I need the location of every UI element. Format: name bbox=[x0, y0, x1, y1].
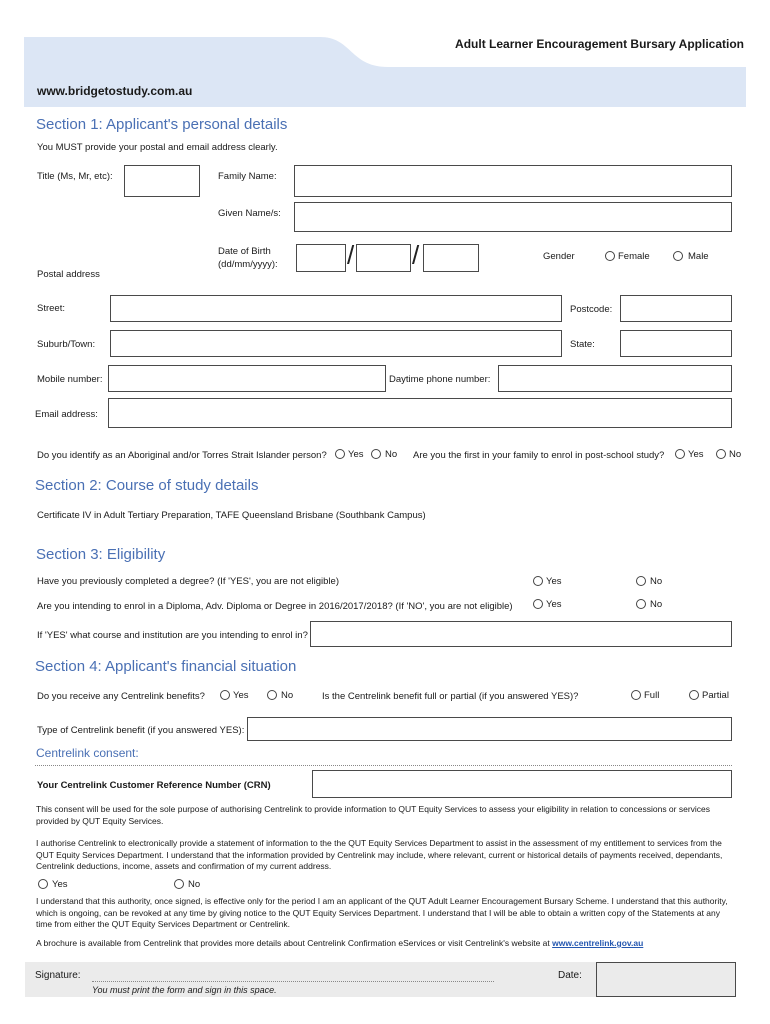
state-label: State: bbox=[570, 339, 595, 350]
full-partial-question: Is the Centrelink benefit full or partial (if you answered YES)? bbox=[322, 691, 579, 702]
consent-divider bbox=[35, 765, 732, 766]
intended-course-input[interactable] bbox=[310, 621, 732, 647]
dob-label-line2: (dd/mm/yyyy): bbox=[218, 259, 278, 270]
female-radio[interactable] bbox=[605, 251, 615, 261]
section3-heading: Section 3: Eligibility bbox=[36, 546, 166, 563]
street-label: Street: bbox=[37, 303, 65, 314]
degree-yes-label: Yes bbox=[546, 576, 562, 587]
partial-label: Partial bbox=[702, 690, 729, 701]
consent-yes-radio[interactable] bbox=[38, 879, 48, 889]
first-family-yes-radio[interactable] bbox=[675, 449, 685, 459]
first-family-yes-label: Yes bbox=[688, 449, 704, 460]
brochure-text: A brochure is available from Centrelink that provides more details about Centrelink Confirmation eServices or visit Centrelink's website at bbox=[36, 938, 550, 948]
diploma-yes-label: Yes bbox=[546, 599, 562, 610]
benefit-type-input[interactable] bbox=[247, 717, 732, 741]
first-family-no-radio[interactable] bbox=[716, 449, 726, 459]
title-label: Title (Ms, Mr, etc): bbox=[37, 171, 113, 182]
male-label: Male bbox=[688, 251, 709, 262]
mobile-label: Mobile number: bbox=[37, 374, 103, 385]
daytime-phone-label: Daytime phone number: bbox=[389, 374, 491, 385]
consent-no-label: No bbox=[188, 879, 201, 890]
family-name-input[interactable] bbox=[294, 165, 732, 197]
aboriginal-yes-label: Yes bbox=[348, 449, 364, 460]
crn-input[interactable] bbox=[312, 770, 732, 798]
crn-label: Your Centrelink Customer Reference Number (CRN) bbox=[37, 780, 271, 791]
postcode-label: Postcode: bbox=[570, 304, 613, 315]
course-details: Certificate IV in Adult Tertiary Preparation, TAFE Queensland Brisbane (Southbank Campus) bbox=[37, 510, 426, 521]
diploma-question: Are you intending to enrol in a Diploma, Adv. Diploma or Degree in 2016/2017/2018? (If 'NO', you are not eligible) bbox=[37, 601, 513, 612]
dob-year-input[interactable] bbox=[423, 244, 479, 272]
gender-label: Gender bbox=[543, 251, 575, 262]
section1-heading: Section 1: Applicant's personal details bbox=[36, 116, 288, 133]
signature-line[interactable] bbox=[92, 981, 494, 982]
diploma-yes-radio[interactable] bbox=[533, 599, 543, 609]
dob-separator-2: / bbox=[412, 240, 420, 270]
section4-heading: Section 4: Applicant's financial situation bbox=[35, 658, 297, 675]
centrelink-no-label: No bbox=[281, 690, 294, 701]
partial-radio[interactable] bbox=[689, 690, 699, 700]
given-names-input[interactable] bbox=[294, 202, 732, 232]
female-label: Female bbox=[618, 251, 650, 262]
aboriginal-question: Do you identify as an Aboriginal and/or Torres Strait Islander person? bbox=[37, 450, 327, 461]
state-input[interactable] bbox=[620, 330, 732, 357]
postal-address-label: Postal address bbox=[37, 269, 100, 280]
aboriginal-no-label: No bbox=[385, 449, 398, 460]
centrelink-benefits-question: Do you receive any Centrelink benefits? bbox=[37, 691, 205, 702]
centrelink-no-radio[interactable] bbox=[267, 690, 277, 700]
diploma-no-radio[interactable] bbox=[636, 599, 646, 609]
street-input[interactable] bbox=[110, 295, 562, 322]
mobile-input[interactable] bbox=[108, 365, 386, 392]
dob-label-line1: Date of Birth bbox=[218, 246, 271, 257]
degree-yes-radio[interactable] bbox=[533, 576, 543, 586]
first-family-question: Are you the first in your family to enrol in post-school study? bbox=[413, 450, 665, 461]
brochure-note bbox=[36, 938, 746, 950]
dob-separator-1: / bbox=[347, 240, 355, 270]
consent-paragraph-2: I authorise Centrelink to electronically provide a statement of information to the the QUT Equity Services Department to assist in the assessment of my entitlement to services from the QUT Equity Services Department. I understand that the information provided by Centrelink may include, where relevant, current or historical details of payments received, dependants, Centrelink deductions, income, assets and confirmation of my current address. bbox=[36, 838, 723, 871]
consent-paragraph-1: This consent will be used for the sole purpose of authorising Centrelink to provide information to QUT Equity Services to assess your eligibility in relation to concessions or services provided by QUT Equity Services. bbox=[36, 804, 711, 826]
title-input[interactable] bbox=[124, 165, 200, 197]
date-label: Date: bbox=[558, 970, 582, 981]
benefit-type-label: Type of Centrelink benefit (if you answered YES): bbox=[37, 725, 245, 736]
aboriginal-yes-radio[interactable] bbox=[335, 449, 345, 459]
degree-no-radio[interactable] bbox=[636, 576, 646, 586]
degree-no-label: No bbox=[650, 576, 663, 587]
email-input[interactable] bbox=[108, 398, 732, 428]
full-radio[interactable] bbox=[631, 690, 641, 700]
centrelink-yes-label: Yes bbox=[233, 690, 249, 701]
consent-paragraph-3: I understand that this authority, once signed, is effective only for the period I am an applicant of the QUT Adult Learner Encouragement Bursary Scheme. I understand that this authority, which is ongoing, can be revoked at any time by giving notice to the QUT Equity Services Department. I understand that I will be able to obtain a written copy of the Statements at any time from either the QUT Equity Services Department or Centrelink. bbox=[36, 896, 728, 929]
suburb-input[interactable] bbox=[110, 330, 562, 357]
full-label: Full bbox=[644, 690, 660, 701]
family-name-label: Family Name: bbox=[218, 171, 277, 182]
suburb-label: Suburb/Town: bbox=[37, 339, 96, 350]
email-label: Email address: bbox=[35, 409, 98, 420]
date-input[interactable] bbox=[596, 962, 736, 997]
degree-question: Have you previously completed a degree? (If 'YES', you are not eligible) bbox=[37, 576, 339, 587]
daytime-phone-input[interactable] bbox=[498, 365, 732, 392]
dob-day-input[interactable] bbox=[296, 244, 346, 272]
section2-heading: Section 2: Course of study details bbox=[35, 477, 259, 494]
diploma-no-label: No bbox=[650, 599, 663, 610]
given-names-label: Given Name/s: bbox=[218, 208, 281, 219]
website-url[interactable]: www.bridgetostudy.com.au bbox=[37, 84, 193, 98]
postcode-input[interactable] bbox=[620, 295, 732, 322]
centrelink-consent-heading: Centrelink consent: bbox=[36, 746, 139, 760]
dob-month-input[interactable] bbox=[356, 244, 411, 272]
form-title: Adult Learner Encouragement Bursary Application bbox=[455, 37, 744, 51]
signature-note: You must print the form and sign in this space. bbox=[92, 985, 277, 995]
male-radio[interactable] bbox=[673, 251, 683, 261]
signature-label: Signature: bbox=[35, 970, 81, 981]
centrelink-link[interactable]: www.centrelink.gov.au bbox=[552, 938, 644, 948]
centrelink-yes-radio[interactable] bbox=[220, 690, 230, 700]
consent-no-radio[interactable] bbox=[174, 879, 184, 889]
aboriginal-no-radio[interactable] bbox=[371, 449, 381, 459]
first-family-no-label: No bbox=[729, 449, 742, 460]
intended-course-label: If 'YES' what course and institution are you intending to enrol in? bbox=[37, 630, 308, 641]
consent-yes-label: Yes bbox=[52, 879, 68, 890]
section1-instruction: You MUST provide your postal and email address clearly. bbox=[37, 142, 278, 153]
